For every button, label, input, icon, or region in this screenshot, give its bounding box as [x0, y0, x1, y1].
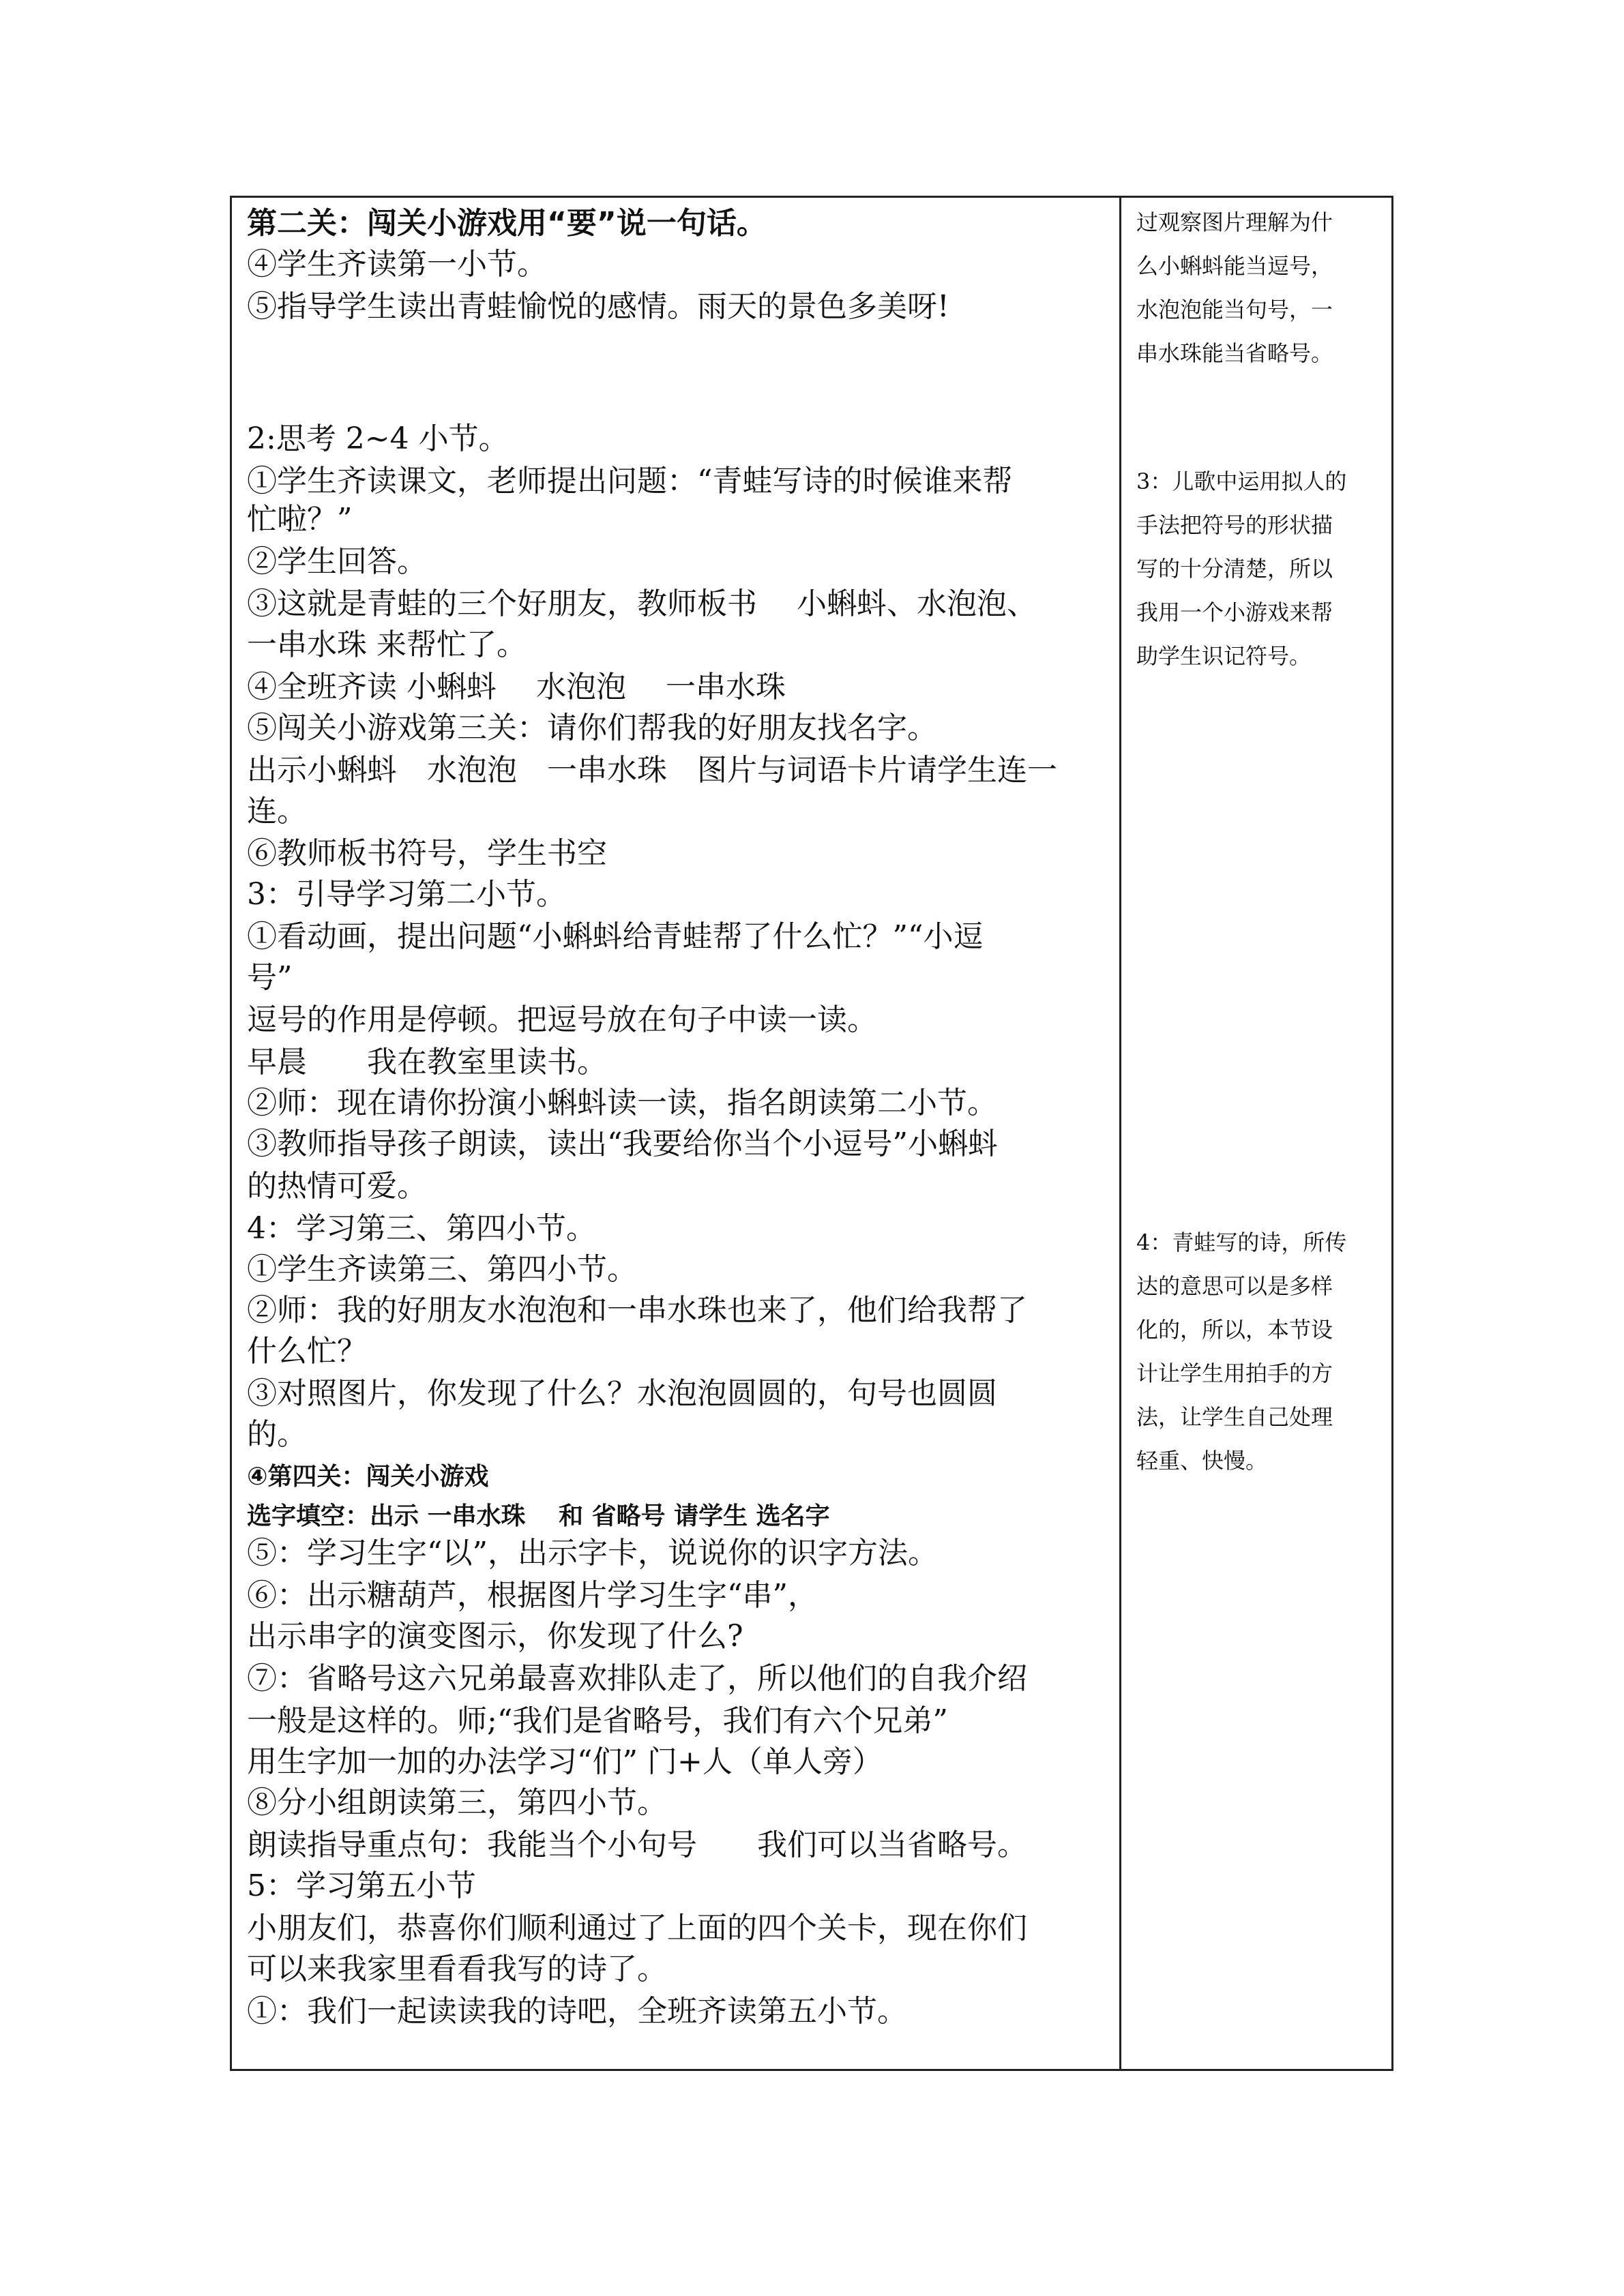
main-text-line: ⑤指导学生读出青蛙愉悦的感情。雨天的景色多美呀!	[247, 289, 949, 324]
main-text-line: 的热情可爱。	[247, 1169, 427, 1204]
main-text-line: 第二关：闯关小游戏用“要”说一句话。	[247, 206, 767, 241]
main-text-line: 的。	[247, 1417, 307, 1452]
main-text-line: 出示小蝌蚪 水泡泡 一串水珠 图片与词语卡片请学生连一	[247, 753, 1057, 788]
main-text-line: 早晨 我在教室里读书。	[247, 1045, 607, 1079]
main-text-line: ①：我们一起读读我的诗吧，全班齐读第五小节。	[247, 1994, 907, 2029]
main-text-line: 朗读指导重点句：我能当个小句号 我们可以当省略号。	[247, 1828, 1027, 1862]
design-note-line: 化的，所以，本节设	[1136, 1317, 1333, 1343]
main-text-line: 忙啦？”	[247, 502, 353, 537]
design-notes-column	[1121, 198, 1391, 2069]
design-note-line: 手法把符号的形状描	[1136, 512, 1333, 538]
design-note-line: 达的意思可以是多样	[1136, 1273, 1333, 1299]
main-text-line: ⑧分小组朗读第三，第四小节。	[247, 1785, 667, 1820]
main-text-line: ③教师指导孩子朗读，读出“我要给你当个小逗号”小蝌蚪	[247, 1127, 998, 1161]
main-text-line: 5：学习第五小节	[247, 1868, 476, 1903]
main-text-line: ②师：我的好朋友水泡泡和一串水珠也来了，他们给我帮了	[247, 1293, 1027, 1328]
main-text-line: 2:思考 2~4 小节。	[247, 421, 509, 456]
design-note-line: 水泡泡能当句号，一	[1136, 297, 1333, 323]
main-text-line: 选字填空：出示 一串水珠 和 省略号 请学生 选名字	[247, 1502, 830, 1530]
main-text-line: ⑦：省略号这六兄弟最喜欢排队走了，所以他们的自我介绍	[247, 1661, 1027, 1696]
main-text-line: ②学生回答。	[247, 544, 427, 579]
design-note-line: 4：青蛙写的诗，所传	[1136, 1229, 1347, 1255]
main-text-line: ④学生齐读第一小节。	[247, 247, 547, 282]
design-note-line: 助学生识记符号。	[1136, 643, 1312, 669]
main-text-line: ①学生齐读第三、第四小节。	[247, 1252, 637, 1287]
main-text-line: ⑥：出示糖葫芦，根据图片学习生字“串”，	[247, 1578, 818, 1613]
main-text-line: ②师：现在请你扮演小蝌蚪读一读，指名朗读第二小节。	[247, 1086, 997, 1120]
main-text-line: ⑤闯关小游戏第三关：请你们帮我的好朋友找名字。	[247, 711, 937, 745]
design-note-line: 过观察图片理解为什	[1136, 209, 1333, 235]
lesson-table	[230, 196, 1393, 2071]
design-note-line: 计让学生用拍手的方	[1136, 1360, 1333, 1386]
main-text-line: 3：引导学习第二小节。	[247, 877, 566, 912]
design-note-line: 串水珠能当省略号。	[1136, 340, 1333, 366]
main-text-line: ①学生齐读课文，老师提出问题：“青蛙写诗的时候谁来帮	[247, 464, 1013, 498]
main-text-line: 什么忙？	[247, 1334, 367, 1369]
main-text-line: ④第四关：闯关小游戏	[247, 1463, 489, 1491]
main-text-line: 4：学习第三、第四小节。	[247, 1211, 596, 1246]
main-text-line: 出示串字的演变图示，你发现了什么?	[247, 1619, 743, 1654]
main-text-line: 逗号的作用是停顿。把逗号放在句子中读一读。	[247, 1002, 877, 1037]
main-text-line: 用生字加一加的办法学习“们” 门+人（单人旁）	[247, 1744, 883, 1779]
main-text-line: 小朋友们，恭喜你们顺利通过了上面的四个关卡，现在你们	[247, 1911, 1027, 1945]
design-note-line: 轻重、快慢。	[1136, 1448, 1268, 1474]
main-text-line: ⑥教师板书符号，学生书空	[247, 836, 607, 871]
teaching-process-column	[232, 198, 1121, 2069]
design-note-line: 法，让学生自己处理	[1136, 1404, 1333, 1430]
design-note-line: 么小蝌蚪能当逗号，	[1136, 253, 1333, 279]
main-text-line: 号”	[247, 960, 293, 995]
main-text-line: 连。	[247, 794, 307, 829]
main-text-line: ①看动画，提出问题“小蝌蚪给青蛙帮了什么忙？”“小逗	[247, 919, 984, 954]
main-text-line: ④全班齐读 小蝌蚪 水泡泡 一串水珠	[247, 670, 786, 704]
main-text-line: ⑤：学习生字“以”，出示字卡，说说你的识字方法。	[247, 1536, 938, 1570]
main-text-line: ③对照图片，你发现了什么？水泡泡圆圆的，句号也圆圆	[247, 1376, 997, 1411]
design-note-line: 3：儿歌中运用拟人的	[1136, 468, 1347, 494]
main-text-line: 一般是这样的。师;“我们是省略号，我们有六个兄弟”	[247, 1703, 948, 1738]
main-text-line: 一串水珠 来帮忙了。	[247, 627, 527, 662]
main-text-line: 可以来我家里看看我写的诗了。	[247, 1952, 667, 1986]
design-note-line: 写的十分清楚，所以	[1136, 556, 1333, 582]
design-note-line: 我用一个小游戏来帮	[1136, 599, 1333, 625]
main-text-line: ③这就是青蛙的三个好朋友，教师板书 小蝌蚪、水泡泡、	[247, 586, 1037, 621]
